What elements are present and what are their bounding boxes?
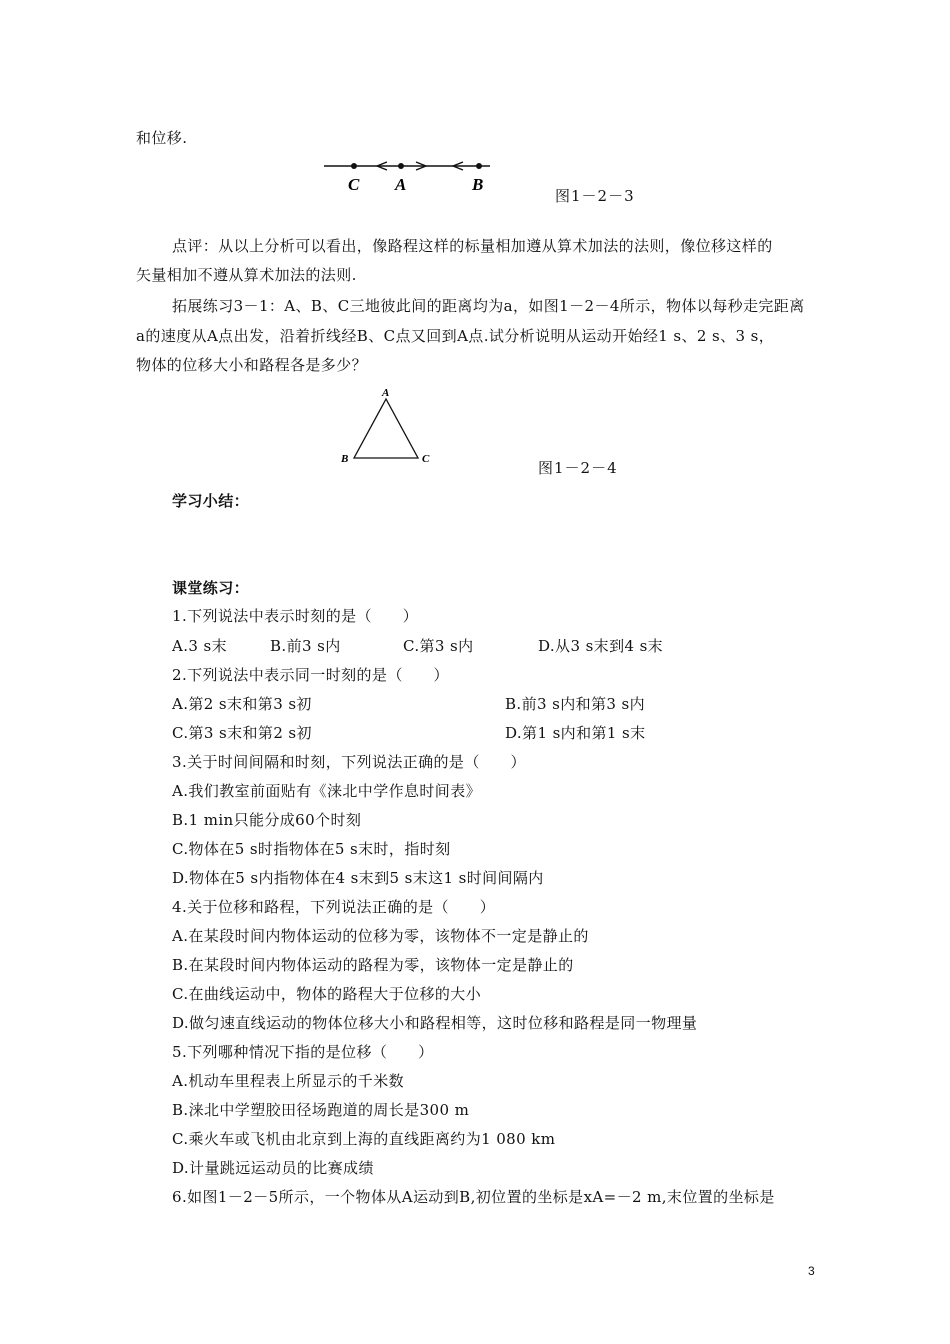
question-1-stem: 1.下列说法中表示时刻的是（ ） (172, 607, 419, 625)
question-1-option-c: C.第3 s内 (403, 637, 474, 655)
comment-line-2: 矢量相加不遵从算术加法的法则. (136, 266, 357, 284)
exercise-line-1: 拓展练习3－1：A、B、C三地彼此间的距离均为a，如图1－2－4所示，物体以每秒走完距离 (172, 297, 805, 315)
label-c: C (422, 453, 430, 465)
label-a: A (382, 387, 390, 399)
question-5-option-c: C.乘火车或飞机由北京到上海的直线距离约为1 080 km (172, 1130, 556, 1148)
exercise-line-3: 物体的位移大小和路程各是多少？ (136, 356, 368, 374)
question-3-option-c: C.物体在5 s时指物体在5 s末时，指时刻 (172, 840, 451, 858)
question-5-option-d: D.计量跳远运动员的比赛成绩 (172, 1159, 374, 1177)
question-2-stem: 2.下列说法中表示同一时刻的是（ ） (172, 666, 449, 684)
question-1-option-b: B.前3 s内 (270, 637, 341, 655)
text-line-intro: 和位移. (136, 129, 188, 147)
comment-line-1: 点评：从以上分析可以看出，像路程这样的标量相加遵从算术加法的法则，像位移这样的 (172, 237, 773, 255)
question-6-stem: 6.如图1－2－5所示，一个物体从A运动到B,初位置的坐标是xA=－2 m,末位置的坐标是 (172, 1188, 775, 1206)
question-5-stem: 5.下列哪种情况下指的是位移（ ） (172, 1043, 434, 1061)
figure-1-2-3 (316, 152, 496, 196)
question-2-option-d: D.第1 s内和第1 s末 (505, 724, 646, 742)
summary-heading: 学习小结： (172, 492, 250, 510)
question-3-option-a: A.我们教室前面贴有《涞北中学作息时间表》 (172, 782, 482, 800)
question-5-option-a: A.机动车里程表上所显示的千米数 (172, 1072, 405, 1090)
question-2-option-a: A.第2 s末和第3 s初 (172, 695, 312, 713)
figure-1-2-4 (336, 384, 440, 468)
label-b: B (341, 453, 349, 465)
question-4-option-b: B.在某段时间内物体运动的路程为零，该物体一定是静止的 (172, 956, 574, 974)
point-a (398, 163, 404, 169)
practice-heading: 课堂练习： (172, 579, 250, 597)
figure-caption-1-2-3: 图1－2－3 (555, 187, 635, 205)
question-4-option-c: C.在曲线运动中，物体的路程大于位移的大小 (172, 985, 482, 1003)
question-2-option-b: B.前3 s内和第3 s内 (505, 695, 646, 713)
question-2-option-c: C.第3 s末和第2 s初 (172, 724, 312, 742)
label-a: A (395, 175, 407, 194)
question-1-option-d: D.从3 s末到4 s末 (538, 637, 664, 655)
exercise-line-2: a的速度从A点出发，沿着折线经B、C点又回到A点.试分析说明从运动开始经1 s、2 s、3 s， (136, 327, 775, 345)
question-3-option-d: D.物体在5 s内指物体在4 s末到5 s末这1 s时间间隔内 (172, 869, 544, 887)
question-3-option-b: B.1 min只能分成60个时刻 (172, 811, 362, 829)
question-1-option-a: A.3 s末 (172, 637, 228, 655)
triangle (354, 399, 418, 458)
label-c: C (348, 175, 360, 194)
question-5-option-b: B.涞北中学塑胶田径场跑道的周长是300 m (172, 1101, 470, 1119)
question-3-stem: 3.关于时间间隔和时刻，下列说法正确的是（ ） (172, 753, 526, 771)
label-b: B (472, 175, 484, 194)
page-number: 3 (808, 1264, 815, 1278)
point-b (476, 163, 482, 169)
question-4-option-d: D.做匀速直线运动的物体位移大小和路程相等，这时位移和路程是同一物理量 (172, 1014, 698, 1032)
question-4-option-a: A.在某段时间内物体运动的位移为零，该物体不一定是静止的 (172, 927, 589, 945)
question-4-stem: 4.关于位移和路程，下列说法正确的是（ ） (172, 898, 496, 916)
point-c (351, 163, 357, 169)
figure-caption-1-2-4: 图1－2－4 (538, 459, 618, 477)
